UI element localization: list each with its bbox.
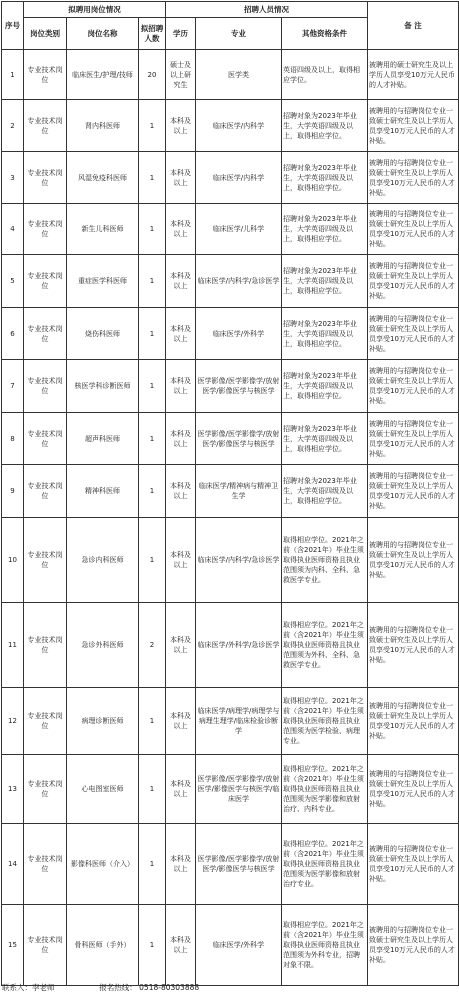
cell-position-name: 影像科医师（介入）	[67, 824, 139, 905]
cell-seq: 7	[2, 360, 24, 413]
cell-major: 医学影像/医学影像学/放射医学/影像医学与核医学/临床医学	[196, 755, 282, 824]
table-row	[2, 603, 459, 688]
cell-education: 本科及以上	[166, 755, 196, 824]
cell-other-conditions: 取得相应学位。2021年之前（含2021年）毕业生须取得执业医师资格且执业范围须为医学检验、病理专业。	[282, 688, 368, 755]
cell-count: 1	[139, 413, 166, 465]
header-count: 拟招聘人数	[139, 18, 166, 50]
table-row	[2, 413, 459, 465]
cell-other-conditions: 取得相应学位。2021年之前（含2021年）毕业生须取得执业医师资格且执业范围须为外科、全科、急救医学专业。	[282, 603, 368, 688]
table-row	[2, 308, 459, 360]
cell-major: 临床医学/内科学/急诊医学	[196, 518, 282, 603]
table-row	[2, 100, 459, 152]
cell-count: 1	[139, 824, 166, 905]
cell-major: 医学类	[196, 50, 282, 100]
table-row	[2, 755, 459, 824]
recruitment-table	[1, 1, 459, 986]
cell-seq: 8	[2, 413, 24, 465]
cell-position-name: 核医学科诊断医师	[67, 360, 139, 413]
header-seq: 序号	[2, 2, 24, 50]
cell-category: 专业技术岗位	[24, 824, 67, 905]
cell-position-name: 骨科医师（手外）	[67, 905, 139, 986]
header-name: 岗位名称	[67, 18, 139, 50]
cell-count: 1	[139, 308, 166, 360]
cell-count: 1	[139, 518, 166, 603]
cell-education: 本科及以上	[166, 204, 196, 255]
cell-remark: 被聘用的与招聘岗位专业一致硕士研究生及以上学历人员享受10万元人民币的人才补贴。	[368, 603, 459, 688]
cell-other-conditions: 招聘对象为2023年毕业生，大学英语四级及以上，取得相应学位。	[282, 308, 368, 360]
header-other: 其他资格条件	[282, 18, 368, 50]
cell-other-conditions: 取得相应学位。2021年之前（含2021年）毕业生须取得执业医师资格且执业范围须为内科、全科、急救医学专业。	[282, 518, 368, 603]
cell-education: 本科及以上	[166, 824, 196, 905]
cell-category: 专业技术岗位	[24, 204, 67, 255]
cell-major: 临床医学/外科学	[196, 905, 282, 986]
cell-count: 1	[139, 905, 166, 986]
cell-position-name: 急诊内科医师	[67, 518, 139, 603]
cell-seq: 4	[2, 204, 24, 255]
cell-remark: 被聘用的与招聘岗位专业一致硕士研究生及以上学历人员享受10万元人民币的人才补贴。	[368, 308, 459, 360]
header-education: 学历	[166, 18, 196, 50]
table-body	[2, 50, 459, 986]
header-requirement-group: 招聘人员情况	[166, 2, 368, 18]
cell-position-name: 临床医生/护理/技师	[67, 50, 139, 100]
table-row	[2, 152, 459, 204]
cell-category: 专业技术岗位	[24, 905, 67, 986]
cell-other-conditions: 招聘对象为2023年毕业生，大学英语四级及以上，取得相应学位。	[282, 100, 368, 152]
registration-hotline: 报名热线： 0518-80303888	[99, 983, 200, 992]
cell-remark: 被聘用的与招聘岗位专业一致硕士研究生及以上学历人员享受10万元人民币的人才补贴。	[368, 755, 459, 824]
cell-major: 医学影像/医学影像学/放射医学/影像医学与核医学	[196, 413, 282, 465]
cell-major: 临床医学/病理学/病理学与病理生理学/临床检验诊断学	[196, 688, 282, 755]
cell-count: 20	[139, 50, 166, 100]
cell-position-name: 重症医学科医师	[67, 255, 139, 308]
cell-seq: 12	[2, 688, 24, 755]
table-row	[2, 465, 459, 518]
cell-seq: 2	[2, 100, 24, 152]
cell-seq: 15	[2, 905, 24, 986]
cell-education: 本科及以上	[166, 100, 196, 152]
cell-category: 专业技术岗位	[24, 100, 67, 152]
cell-count: 1	[139, 100, 166, 152]
contact-person: 联系人：李老师	[2, 983, 55, 992]
cell-seq: 14	[2, 824, 24, 905]
cell-category: 专业技术岗位	[24, 465, 67, 518]
cell-remark: 被聘用的与招聘岗位专业一致硕士研究生及以上学历人员享受10万元人民币的人才补贴。	[368, 204, 459, 255]
cell-education: 本科及以上	[166, 518, 196, 603]
cell-other-conditions: 招聘对象为2023年毕业生，大学英语四级及以上，取得相应学位。	[282, 360, 368, 413]
cell-category: 专业技术岗位	[24, 688, 67, 755]
cell-remark: 被聘用的与招聘岗位专业一致硕士研究生及以上学历人员享受10万元人民币的人才补贴。	[368, 255, 459, 308]
cell-count: 1	[139, 360, 166, 413]
cell-position-name: 心电图室医师	[67, 755, 139, 824]
cell-position-name: 病理诊断医师	[67, 688, 139, 755]
cell-category: 专业技术岗位	[24, 360, 67, 413]
cell-remark: 被聘用的与招聘岗位专业一致硕士研究生及以上学历人员享受10万元人民币的人才补贴。	[368, 905, 459, 986]
cell-other-conditions: 招聘对象为2023年毕业生，大学英语四级及以上，取得相应学位。	[282, 413, 368, 465]
cell-count: 1	[139, 465, 166, 518]
cell-category: 专业技术岗位	[24, 152, 67, 204]
cell-position-name: 肾内科医师	[67, 100, 139, 152]
table-row	[2, 905, 459, 986]
cell-major: 临床医学/内科学	[196, 100, 282, 152]
cell-education: 本科及以上	[166, 465, 196, 518]
cell-seq: 1	[2, 50, 24, 100]
cell-remark: 被聘用的与招聘岗位专业一致硕士研究生及以上学历人员享受10万元人民币的人才补贴。	[368, 688, 459, 755]
cell-other-conditions: 招聘对象为2023年毕业生，大学英语四级及以上，取得相应学位。	[282, 465, 368, 518]
cell-category: 专业技术岗位	[24, 603, 67, 688]
cell-position-name: 精神科医师	[67, 465, 139, 518]
table-row	[2, 518, 459, 603]
cell-seq: 10	[2, 518, 24, 603]
cell-position-name: 超声科医师	[67, 413, 139, 465]
cell-major: 临床医学/儿科学	[196, 204, 282, 255]
footer	[2, 982, 199, 993]
cell-other-conditions: 招聘对象为2023年毕业生，大学英语四级及以上，取得相应学位。	[282, 255, 368, 308]
cell-remark: 被聘用的与招聘岗位专业一致硕士研究生及以上学历人员享受10万元人民币的人才补贴。	[368, 152, 459, 204]
cell-position-name: 新生儿科医师	[67, 204, 139, 255]
cell-major: 医学影像/医学影像学/放射医学/影像医学与核医学	[196, 360, 282, 413]
header-category: 岗位类别	[24, 18, 67, 50]
cell-count: 1	[139, 204, 166, 255]
cell-education: 本科及以上	[166, 413, 196, 465]
cell-education: 本科及以上	[166, 360, 196, 413]
cell-seq: 11	[2, 603, 24, 688]
cell-seq: 3	[2, 152, 24, 204]
table-row	[2, 360, 459, 413]
cell-other-conditions: 取得相应学位。2021年之前（含2021年）毕业生须取得执业医师资格且执业范围须为外科专业，招聘对象不限。	[282, 905, 368, 986]
cell-position-name: 风湿免疫科医师	[67, 152, 139, 204]
cell-remark: 被聘用的与招聘岗位专业一致硕士研究生及以上学历人员享受10万元人民币的人才补贴。	[368, 465, 459, 518]
header-remark: 备 注	[368, 2, 459, 50]
cell-position-name: 烧伤科医师	[67, 308, 139, 360]
header-major: 专业	[196, 18, 282, 50]
table-row	[2, 204, 459, 255]
cell-other-conditions: 招聘对象为2023年毕业生，大学英语四级及以上，取得相应学位。	[282, 152, 368, 204]
cell-remark: 被聘用的与招聘岗位专业一致硕士研究生及以上学历人员享受10万元人民币的人才补贴。	[368, 518, 459, 603]
table-row	[2, 50, 459, 100]
cell-remark: 被聘用的与招聘岗位专业一致硕士研究生及以上学历人员享受10万元人民币的人才补贴。	[368, 413, 459, 465]
cell-position-name: 急诊外科医师	[67, 603, 139, 688]
cell-category: 专业技术岗位	[24, 50, 67, 100]
cell-other-conditions: 招聘对象为2023年毕业生，大学英语四级及以上，取得相应学位。	[282, 204, 368, 255]
cell-other-conditions: 取得相应学位。2021年之前（含2021年）毕业生须取得执业医师资格且执业范围须为医学影像和放射治疗、内科专业。	[282, 755, 368, 824]
cell-count: 1	[139, 755, 166, 824]
cell-education: 硕士及以上研究生	[166, 50, 196, 100]
table-row	[2, 824, 459, 905]
cell-major: 临床医学/内科学	[196, 152, 282, 204]
cell-remark: 被聘用的与招聘岗位专业一致硕士研究生及以上学历人员享受10万元人民币的人才补贴。	[368, 100, 459, 152]
table-row	[2, 255, 459, 308]
cell-remark: 被聘用的与招聘岗位专业一致硕士研究生及以上学历人员享受10万元人民币的人才补贴。	[368, 360, 459, 413]
cell-category: 专业技术岗位	[24, 755, 67, 824]
table-row	[2, 688, 459, 755]
cell-major: 临床医学/外科学	[196, 308, 282, 360]
cell-education: 本科及以上	[166, 603, 196, 688]
cell-remark: 被聘用的与招聘岗位专业一致硕士研究生及以上学历人员享受10万元人民币的人才补贴。	[368, 824, 459, 905]
cell-count: 1	[139, 152, 166, 204]
cell-education: 本科及以上	[166, 255, 196, 308]
cell-education: 本科及以上	[166, 308, 196, 360]
cell-education: 本科及以上	[166, 905, 196, 986]
cell-category: 专业技术岗位	[24, 518, 67, 603]
cell-remark: 被聘用的硕士研究生及以上学历人员享受10万元人民币的人才补贴。	[368, 50, 459, 100]
cell-major: 临床医学/内科学/急诊医学	[196, 255, 282, 308]
cell-category: 专业技术岗位	[24, 308, 67, 360]
cell-seq: 9	[2, 465, 24, 518]
cell-major: 临床医学/外科学/急诊医学	[196, 603, 282, 688]
cell-seq: 13	[2, 755, 24, 824]
cell-major: 临床医学/精神病与精神卫生学	[196, 465, 282, 518]
cell-count: 1	[139, 688, 166, 755]
cell-category: 专业技术岗位	[24, 255, 67, 308]
cell-other-conditions: 取得相应学位。2021年之前（含2021年）毕业生须取得执业医师资格且执业范围须为医学影像和放射治疗专业。	[282, 824, 368, 905]
cell-category: 专业技术岗位	[24, 413, 67, 465]
cell-seq: 5	[2, 255, 24, 308]
cell-seq: 6	[2, 308, 24, 360]
cell-education: 本科及以上	[166, 688, 196, 755]
cell-count: 2	[139, 603, 166, 688]
cell-other-conditions: 英语四级及以上，取得相应学位。	[282, 50, 368, 100]
header-position-group: 拟聘用岗位情况	[24, 2, 166, 18]
cell-education: 本科及以上	[166, 152, 196, 204]
cell-major: 医学影像/医学影像学/放射医学/影像医学与核医学	[196, 824, 282, 905]
cell-count: 1	[139, 255, 166, 308]
